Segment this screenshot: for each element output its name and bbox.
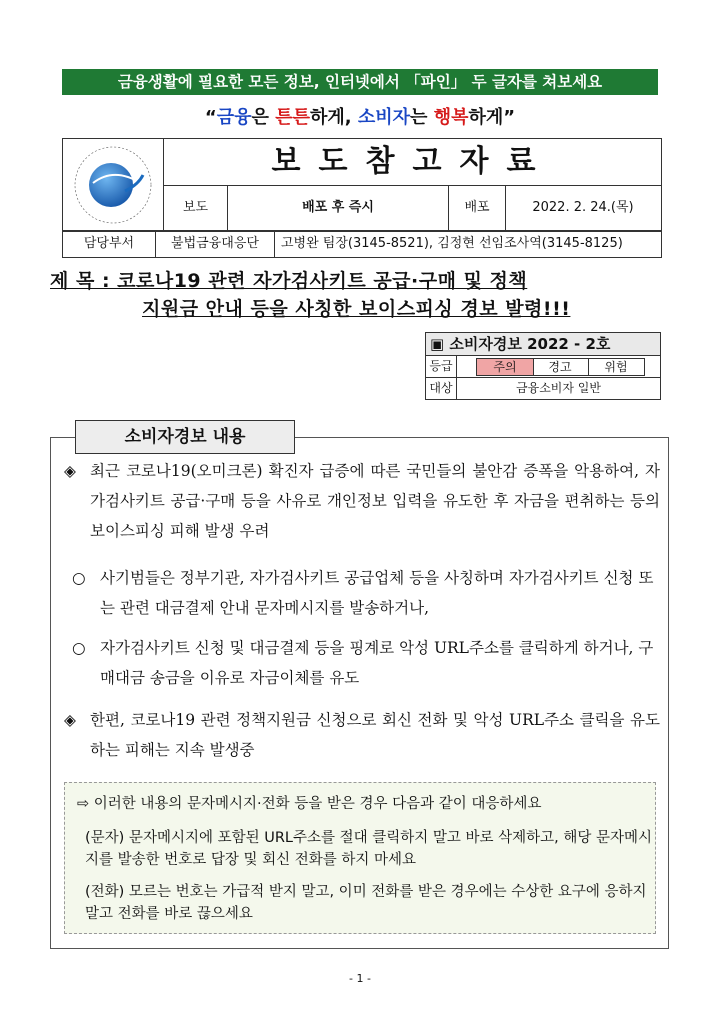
level-caution: 주의	[476, 358, 534, 376]
guide-call: (전화) 모르는 번호는 가급적 받지 말고, 이미 전화를 받은 경우에는 수상한 요구에 응하지 말고 전화를 바로 끊으세요	[85, 884, 647, 922]
circle-icon: ○	[72, 639, 86, 657]
slogan: “금융은 튼튼하게, 소비자는 행복하게”	[204, 107, 516, 128]
headline-line2: 지원금 안내 등을 사칭한 보이스피싱 경보 발령!!!	[142, 298, 571, 320]
guide-intro: ⇨ 이러한 내용의 문자메시지·전화 등을 받은 경우 다음과 같이 대응하세요	[77, 796, 542, 812]
alert-title: ▣ 소비자경보 2022 - 2호	[425, 332, 661, 356]
level-warning: 경고	[532, 358, 589, 376]
manager-dept: 불법금융대응단	[156, 231, 275, 257]
target-value: 금융소비자 일반	[516, 381, 601, 395]
headline	[50, 267, 670, 323]
panel-tab: 소비자경보 내용	[75, 420, 295, 454]
alert-target-row	[425, 378, 661, 400]
bullet-2: ○ 사기범들은 정부기관, 자가검사키트 공급업체 등을 사칭하며 자가검사키트 신청 또는 관련 대금결제 안내 문자메시지를 발송하거나,	[72, 563, 660, 623]
guide-sms: (문자) 문자메시지에 포함된 URL주소를 절대 클릭하지 말고 바로 삭제하고, 해당 문자메시지를 발송한 번호로 답장 및 회신 전화를 하지 마세요	[85, 830, 653, 868]
level-danger: 위험	[588, 358, 645, 376]
diamond-icon: ◈	[64, 462, 76, 480]
bullet-1: ◈ 최근 코로나19(오미크론) 확진자 급증에 따른 국민들의 불안감 증폭을 악용하여, 자가검사키트 공급·구매 등을 사유로 개인정보 입력을 유도한 후 자금을 편취하는 등의 보이스피싱 피해 발생 우려	[64, 456, 660, 546]
alert-box	[425, 332, 661, 400]
distribution-date: 2022. 2. 24.(목)	[506, 186, 660, 230]
bullet-4: ◈ 한편, 코로나19 관련 정책지원금 신청으로 회신 전화 및 악성 URL주소 클릭을 유도하는 피해는 지속 발생중	[64, 705, 660, 765]
target-label: 대상	[426, 378, 457, 399]
distribution-label: 배포	[449, 186, 506, 230]
grade-label: 등급	[426, 356, 457, 377]
header-table	[62, 138, 662, 232]
response-guide	[64, 782, 656, 934]
banner: 금융생활에 필요한 모든 정보, 인터넷에서 「파인」 두 글자를 쳐보세요	[62, 69, 658, 95]
manager-row	[62, 230, 662, 258]
page-number: - 1 -	[349, 972, 371, 985]
release-label: 보도	[164, 186, 228, 230]
circle-icon: ○	[72, 569, 86, 587]
arrow-icon: ⇨	[77, 796, 90, 812]
manager-label: 담당부서	[63, 231, 156, 257]
headline-line1: 제 목 : 코로나19 관련 자가검사키트 공급·구매 및 정책	[50, 270, 528, 292]
manager-contacts: 고병완 팀장(3145-8521), 김정현 선임조사역(3145-8125)	[281, 236, 623, 251]
bullet-3: ○ 자가검사키트 신청 및 대금결제 등을 핑계로 악성 URL주소를 클릭하게 하거나, 구매대금 송금을 이유로 자금이체를 유도	[72, 633, 660, 693]
fss-logo	[63, 139, 164, 231]
checkbox-icon: ▣	[430, 335, 450, 353]
page-title: 보도참고자료	[164, 139, 661, 186]
alert-grade-row	[425, 356, 661, 378]
diamond-icon: ◈	[64, 711, 76, 729]
release-value: 배포 후 즉시	[228, 186, 449, 230]
